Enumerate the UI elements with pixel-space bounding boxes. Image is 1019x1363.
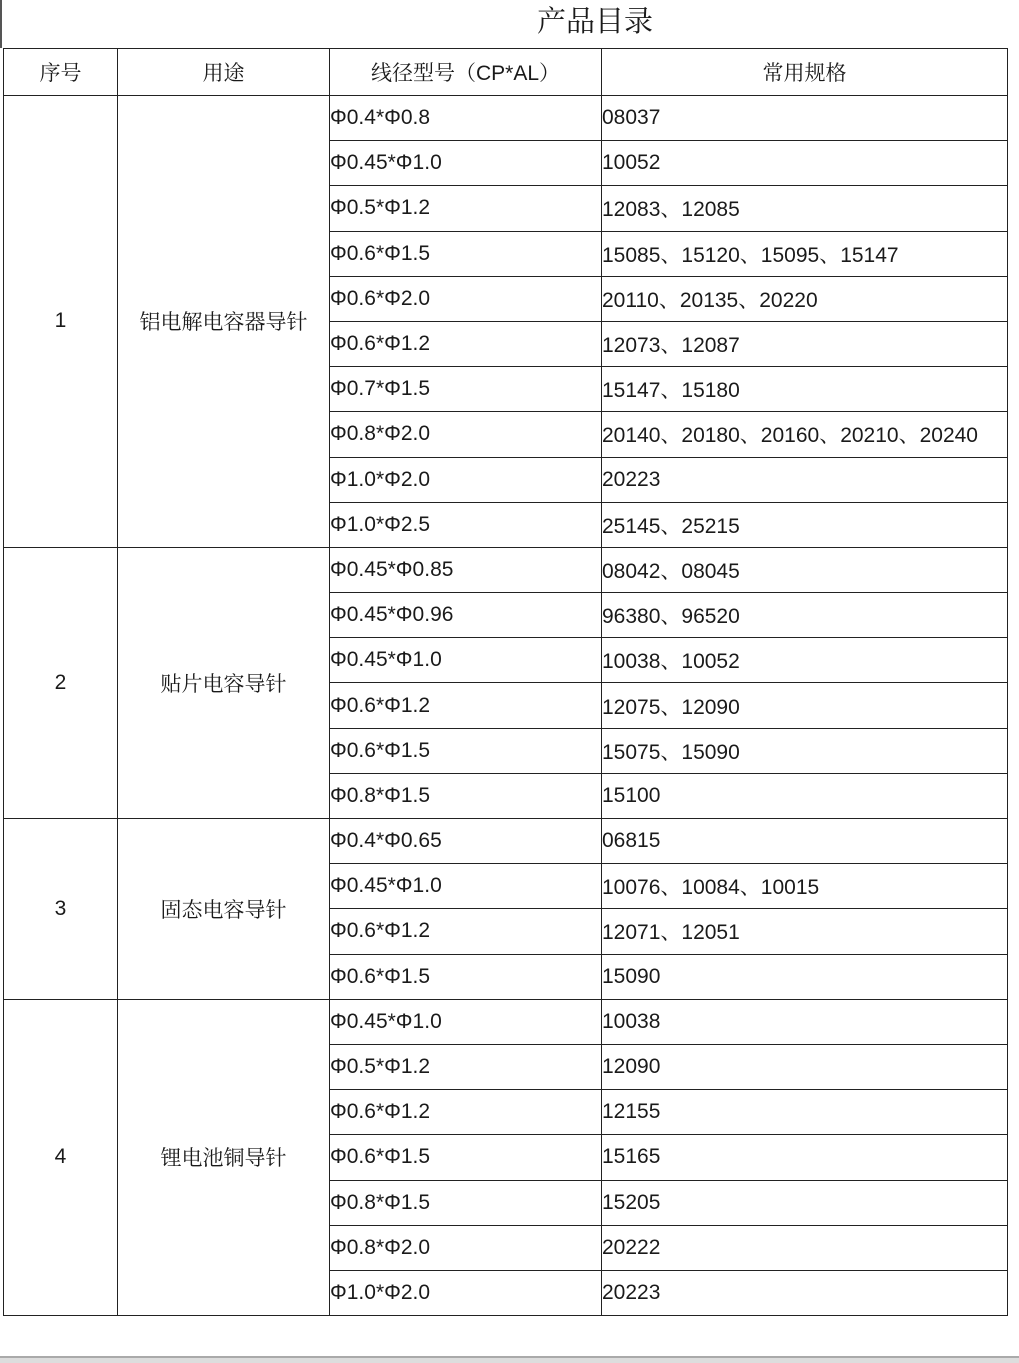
cell-spec: 10052 [602,141,1008,186]
cell-model: Φ0.6*Φ1.5 [330,231,602,276]
cell-model: Φ0.6*Φ1.5 [330,728,602,773]
cell-use: 锂电池铜导针 [118,999,330,1315]
cell-spec: 06815 [602,819,1008,864]
product-table [3,48,1008,1316]
cell-no: 2 [4,547,118,818]
cell-model: Φ0.8*Φ2.0 [330,412,602,457]
cell-model: Φ0.45*Φ1.0 [330,141,602,186]
cell-model: Φ0.6*Φ1.2 [330,909,602,954]
table-row [4,819,1008,864]
cell-model: Φ0.6*Φ1.5 [330,954,602,999]
cell-use: 固态电容导针 [118,819,330,1000]
cell-model: Φ1.0*Φ2.5 [330,502,602,547]
cell-model: Φ0.4*Φ0.8 [330,96,602,141]
cell-model: Φ0.45*Φ0.96 [330,593,602,638]
cell-spec: 20223 [602,1270,1008,1315]
cell-spec: 10038、10052 [602,638,1008,683]
cell-spec: 12075、12090 [602,683,1008,728]
cell-spec: 15147、15180 [602,367,1008,412]
cell-model: Φ0.8*Φ1.5 [330,773,602,818]
cell-spec: 10076、10084、10015 [602,864,1008,909]
cell-spec: 12155 [602,1090,1008,1135]
cell-spec: 20223 [602,457,1008,502]
cell-no: 1 [4,96,118,548]
cell-model: Φ0.5*Φ1.2 [330,186,602,231]
bottom-edge [0,1356,1019,1363]
header-row [4,49,1008,96]
header-model: 线径型号（CP*AL） [330,49,602,96]
cell-spec: 20140、20180、20160、20210、20240 [602,412,1008,457]
table-body [4,96,1008,1316]
cell-no: 4 [4,999,118,1315]
cell-model: Φ0.7*Φ1.5 [330,367,602,412]
cell-model: Φ0.4*Φ0.65 [330,819,602,864]
cell-model: Φ0.45*Φ1.0 [330,864,602,909]
cell-model: Φ0.45*Φ1.0 [330,638,602,683]
cell-spec: 12073、12087 [602,321,1008,366]
cell-model: Φ0.8*Φ1.5 [330,1180,602,1225]
cell-spec: 15100 [602,773,1008,818]
cell-model: Φ0.5*Φ1.2 [330,1044,602,1089]
table-row [4,547,1008,592]
cell-model: Φ0.8*Φ2.0 [330,1225,602,1270]
cell-model: Φ0.6*Φ1.2 [330,1090,602,1135]
cell-use: 铝电解电容器导针 [118,96,330,548]
page-title: 产品目录 [536,6,653,38]
cell-spec: 20222 [602,1225,1008,1270]
cell-spec: 15205 [602,1180,1008,1225]
cell-spec: 15075、15090 [602,728,1008,773]
cell-spec: 15165 [602,1135,1008,1180]
header-use: 用途 [118,49,330,96]
header-spec: 常用规格 [602,49,1008,96]
title-row [0,0,1019,48]
cell-no: 3 [4,819,118,1000]
cell-model: Φ0.6*Φ1.5 [330,1135,602,1180]
cell-model: Φ0.45*Φ1.0 [330,999,602,1044]
cell-model: Φ0.6*Φ2.0 [330,276,602,321]
cell-spec: 12083、12085 [602,186,1008,231]
cell-spec: 96380、96520 [602,593,1008,638]
cell-model: Φ0.6*Φ1.2 [330,321,602,366]
cell-spec: 12090 [602,1044,1008,1089]
cell-spec: 25145、25215 [602,502,1008,547]
cell-spec: 12071、12051 [602,909,1008,954]
table-row [4,96,1008,141]
cell-model: Φ0.45*Φ0.85 [330,547,602,592]
table-row [4,999,1008,1044]
cell-spec: 15090 [602,954,1008,999]
cell-use: 贴片电容导针 [118,547,330,818]
header-no: 序号 [4,49,118,96]
cell-spec: 08037 [602,96,1008,141]
cell-model: Φ1.0*Φ2.0 [330,1270,602,1315]
cell-spec: 08042、08045 [602,547,1008,592]
cell-spec: 10038 [602,999,1008,1044]
cell-spec: 15085、15120、15095、15147 [602,231,1008,276]
cell-model: Φ1.0*Φ2.0 [330,457,602,502]
cell-spec: 20110、20135、20220 [602,276,1008,321]
cell-model: Φ0.6*Φ1.2 [330,683,602,728]
